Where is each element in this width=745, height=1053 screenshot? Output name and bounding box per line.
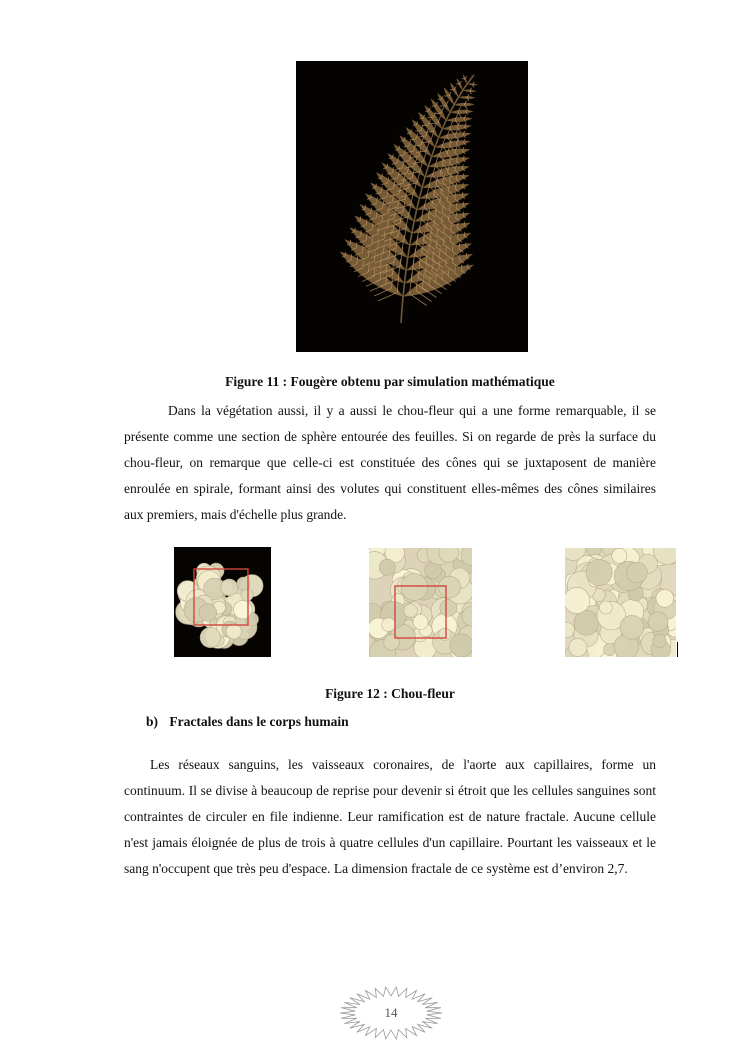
cauliflower-image-zoom-1 — [369, 548, 472, 657]
cauliflower-zoom2-drawing — [565, 548, 676, 657]
image-edge-mark — [677, 642, 678, 657]
section-heading — [146, 714, 349, 730]
fern-fronds — [340, 74, 478, 323]
paragraph-body: Les réseaux sanguins, les vaisseaux coronaires, de l'aorte aux capillaires, forme un continuum. Il se divise à beaucoup de reprise pour devenir si étroit que les cellules sanguines sont contraintes de circuler en file indienne. Leur ramification est de nature fractale. Aucune cellule n'est jamais éloignée de plus de trois à quatre cellules d'un capillaire. Pourtant les vaisseaux et le sang n'occupent que très peu d'espace. La dimension fractale de ce système est d’environ 2,7. — [124, 757, 656, 876]
fern-drawing — [296, 61, 528, 352]
fern-image — [296, 61, 528, 352]
section-marker: b) — [146, 714, 159, 729]
cauliflower-whole-drawing — [174, 547, 271, 657]
cauliflower-image-whole — [174, 547, 271, 657]
paragraph-vegetation: Dans la végétation aussi, il y a aussi le chou-fleur qui a une forme remarquable, il se présente comme une section de sphère entourée des feuilles. Si on regarde de près la surface du chou-fleur, on remarque que celle-ci est constituée des cônes qui se juxtaposent de manière enroulée en spirale, formant ainsi des volutes qui constituent elles-mêmes des cônes similaires aux premiers, mais d'échelle plus grande. — [124, 403, 656, 522]
cauliflower-image-zoom-2 — [565, 548, 676, 657]
cauliflower-zoom1-drawing — [369, 548, 472, 657]
page-number: 14 — [384, 1005, 398, 1020]
figure-11-caption: Figure 11 : Fougère obtenu par simulation mathématique — [225, 374, 555, 389]
section-title: Fractales dans le corps humain — [169, 714, 349, 729]
figure-12-caption: Figure 12 : Chou-fleur — [325, 686, 455, 701]
